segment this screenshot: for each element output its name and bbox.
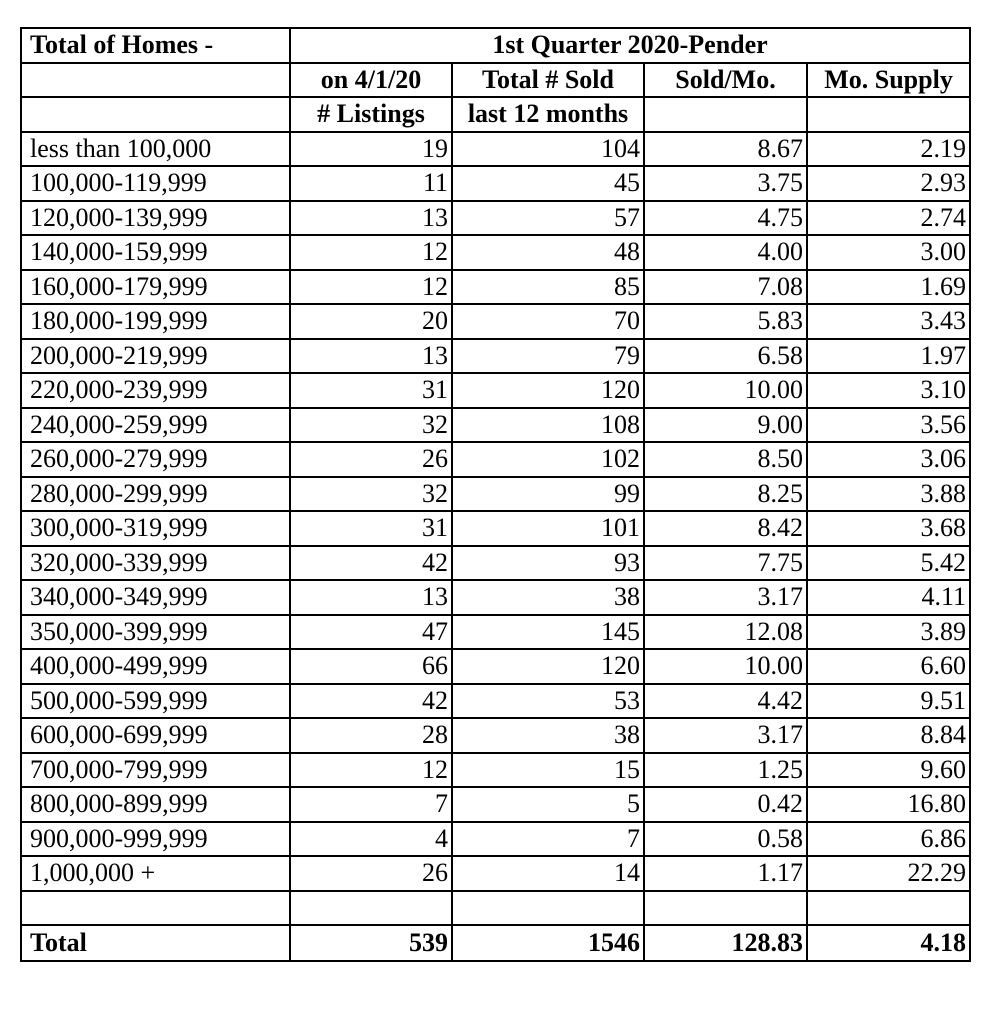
price-range-cell: 180,000-199,999 [21,304,290,339]
price-range-cell: 240,000-259,999 [21,408,290,443]
table-row [21,753,970,788]
total-month-supply: 4.18 [807,925,970,961]
month-supply-cell: 16.80 [807,787,970,822]
col-header-total-sold: Total # Sold [452,63,644,98]
price-range-cell: 120,000-139,999 [21,201,290,236]
col-subheader-last-12-months: last 12 months [452,97,644,132]
sold-per-month-cell: 3.17 [644,718,807,753]
sold-12mo-cell: 145 [452,615,644,650]
month-supply-cell: 3.88 [807,477,970,512]
table-row [21,166,970,201]
listings-cell: 32 [290,477,452,512]
table-row [21,408,970,443]
sold-12mo-cell: 104 [452,132,644,167]
price-range-cell: 300,000-319,999 [21,511,290,546]
month-supply-cell: 5.42 [807,546,970,581]
table-row [21,304,970,339]
sold-per-month-cell: 8.25 [644,477,807,512]
homes-supply-table [20,27,971,962]
listings-cell: 13 [290,201,452,236]
month-supply-cell: 6.86 [807,822,970,857]
table-row [21,270,970,305]
listings-cell: 12 [290,753,452,788]
month-supply-cell: 4.11 [807,580,970,615]
table-row [21,856,970,891]
month-supply-cell: 1.97 [807,339,970,374]
month-supply-cell: 3.00 [807,235,970,270]
month-supply-cell: 2.74 [807,201,970,236]
table-row [21,787,970,822]
price-range-cell: 140,000-159,999 [21,235,290,270]
table-row [21,684,970,719]
col-header-listings-date: on 4/1/20 [290,63,452,98]
sold-12mo-cell: 57 [452,201,644,236]
table-row [21,477,970,512]
listings-cell: 42 [290,546,452,581]
sold-12mo-cell: 38 [452,580,644,615]
header-row-subheaders [21,97,970,132]
total-label: Total [21,925,290,961]
table-row [21,822,970,857]
table-row [21,546,970,581]
month-supply-cell: 9.51 [807,684,970,719]
sold-per-month-cell: 0.42 [644,787,807,822]
price-range-cell: 200,000-219,999 [21,339,290,374]
month-supply-cell: 8.84 [807,718,970,753]
table-title: 1st Quarter 2020-Pender [290,28,970,63]
sold-per-month-cell: 10.00 [644,373,807,408]
price-range-cell: 350,000-399,999 [21,615,290,650]
header-row-columns [21,63,970,98]
sold-12mo-cell: 93 [452,546,644,581]
sold-per-month-cell: 8.42 [644,511,807,546]
sold-per-month-cell: 1.25 [644,753,807,788]
month-supply-cell: 9.60 [807,753,970,788]
listings-cell: 11 [290,166,452,201]
header-blank-cell [807,97,970,132]
sold-12mo-cell: 7 [452,822,644,857]
month-supply-cell: 22.29 [807,856,970,891]
total-listings: 539 [290,925,452,961]
col-header-sold-per-month: Sold/Mo. [644,63,807,98]
total-sold: 1546 [452,925,644,961]
table-row [21,442,970,477]
listings-cell: 26 [290,442,452,477]
table-row [21,580,970,615]
sold-12mo-cell: 70 [452,304,644,339]
table-row [21,649,970,684]
sold-12mo-cell: 5 [452,787,644,822]
price-range-cell: 280,000-299,999 [21,477,290,512]
sold-12mo-cell: 15 [452,753,644,788]
header-blank-cell [644,97,807,132]
listings-cell: 42 [290,684,452,719]
price-range-cell: 1,000,000 + [21,856,290,891]
month-supply-cell: 3.10 [807,373,970,408]
sold-per-month-cell: 5.83 [644,304,807,339]
spacer-row [21,891,970,925]
sold-per-month-cell: 8.50 [644,442,807,477]
price-range-cell: 700,000-799,999 [21,753,290,788]
sold-per-month-cell: 4.00 [644,235,807,270]
listings-cell: 12 [290,270,452,305]
sold-12mo-cell: 108 [452,408,644,443]
sold-12mo-cell: 53 [452,684,644,719]
sold-per-month-cell: 9.00 [644,408,807,443]
table-row [21,339,970,374]
price-range-cell: 100,000-119,999 [21,166,290,201]
listings-cell: 31 [290,511,452,546]
price-range-cell: 900,000-999,999 [21,822,290,857]
sold-12mo-cell: 14 [452,856,644,891]
listings-cell: 13 [290,339,452,374]
sold-per-month-cell: 7.08 [644,270,807,305]
total-sold-per-month: 128.83 [644,925,807,961]
col-header-month-supply: Mo. Supply [807,63,970,98]
sold-per-month-cell: 7.75 [644,546,807,581]
col-subheader-listings: # Listings [290,97,452,132]
sold-12mo-cell: 102 [452,442,644,477]
header-blank-cell [21,97,290,132]
listings-cell: 13 [290,580,452,615]
month-supply-cell: 1.69 [807,270,970,305]
sold-per-month-cell: 10.00 [644,649,807,684]
listings-cell: 47 [290,615,452,650]
price-range-cell: 600,000-699,999 [21,718,290,753]
sold-per-month-cell: 4.42 [644,684,807,719]
price-range-cell: 160,000-179,999 [21,270,290,305]
listings-cell: 31 [290,373,452,408]
price-range-cell: 800,000-899,999 [21,787,290,822]
price-range-cell: 500,000-599,999 [21,684,290,719]
month-supply-cell: 3.06 [807,442,970,477]
sold-per-month-cell: 4.75 [644,201,807,236]
sold-12mo-cell: 38 [452,718,644,753]
price-range-cell: 340,000-349,999 [21,580,290,615]
corner-label: Total of Homes - [21,28,290,63]
price-range-cell: 320,000-339,999 [21,546,290,581]
table-row [21,615,970,650]
sold-12mo-cell: 85 [452,270,644,305]
month-supply-cell: 3.43 [807,304,970,339]
sold-per-month-cell: 6.58 [644,339,807,374]
table-row [21,132,970,167]
table-row [21,511,970,546]
listings-cell: 20 [290,304,452,339]
listings-cell: 26 [290,856,452,891]
sold-12mo-cell: 45 [452,166,644,201]
month-supply-cell: 3.56 [807,408,970,443]
listings-cell: 66 [290,649,452,684]
table-row [21,235,970,270]
sold-12mo-cell: 120 [452,373,644,408]
price-range-cell: 400,000-499,999 [21,649,290,684]
listings-cell: 7 [290,787,452,822]
price-range-cell: 260,000-279,999 [21,442,290,477]
sold-per-month-cell: 1.17 [644,856,807,891]
sold-12mo-cell: 99 [452,477,644,512]
price-range-cell: less than 100,000 [21,132,290,167]
sold-12mo-cell: 101 [452,511,644,546]
table-row [21,373,970,408]
sold-per-month-cell: 3.17 [644,580,807,615]
month-supply-cell: 3.68 [807,511,970,546]
month-supply-cell: 6.60 [807,649,970,684]
listings-cell: 28 [290,718,452,753]
listings-cell: 32 [290,408,452,443]
sold-per-month-cell: 12.08 [644,615,807,650]
listings-cell: 4 [290,822,452,857]
sold-per-month-cell: 3.75 [644,166,807,201]
total-row [21,925,970,961]
sold-12mo-cell: 120 [452,649,644,684]
sold-12mo-cell: 48 [452,235,644,270]
month-supply-cell: 2.19 [807,132,970,167]
table-row [21,718,970,753]
header-blank-cell [21,63,290,98]
header-row-title [21,28,970,63]
listings-cell: 12 [290,235,452,270]
sold-per-month-cell: 0.58 [644,822,807,857]
month-supply-cell: 3.89 [807,615,970,650]
table-row [21,201,970,236]
sold-per-month-cell: 8.67 [644,132,807,167]
month-supply-cell: 2.93 [807,166,970,201]
listings-cell: 19 [290,132,452,167]
sold-12mo-cell: 79 [452,339,644,374]
price-range-cell: 220,000-239,999 [21,373,290,408]
